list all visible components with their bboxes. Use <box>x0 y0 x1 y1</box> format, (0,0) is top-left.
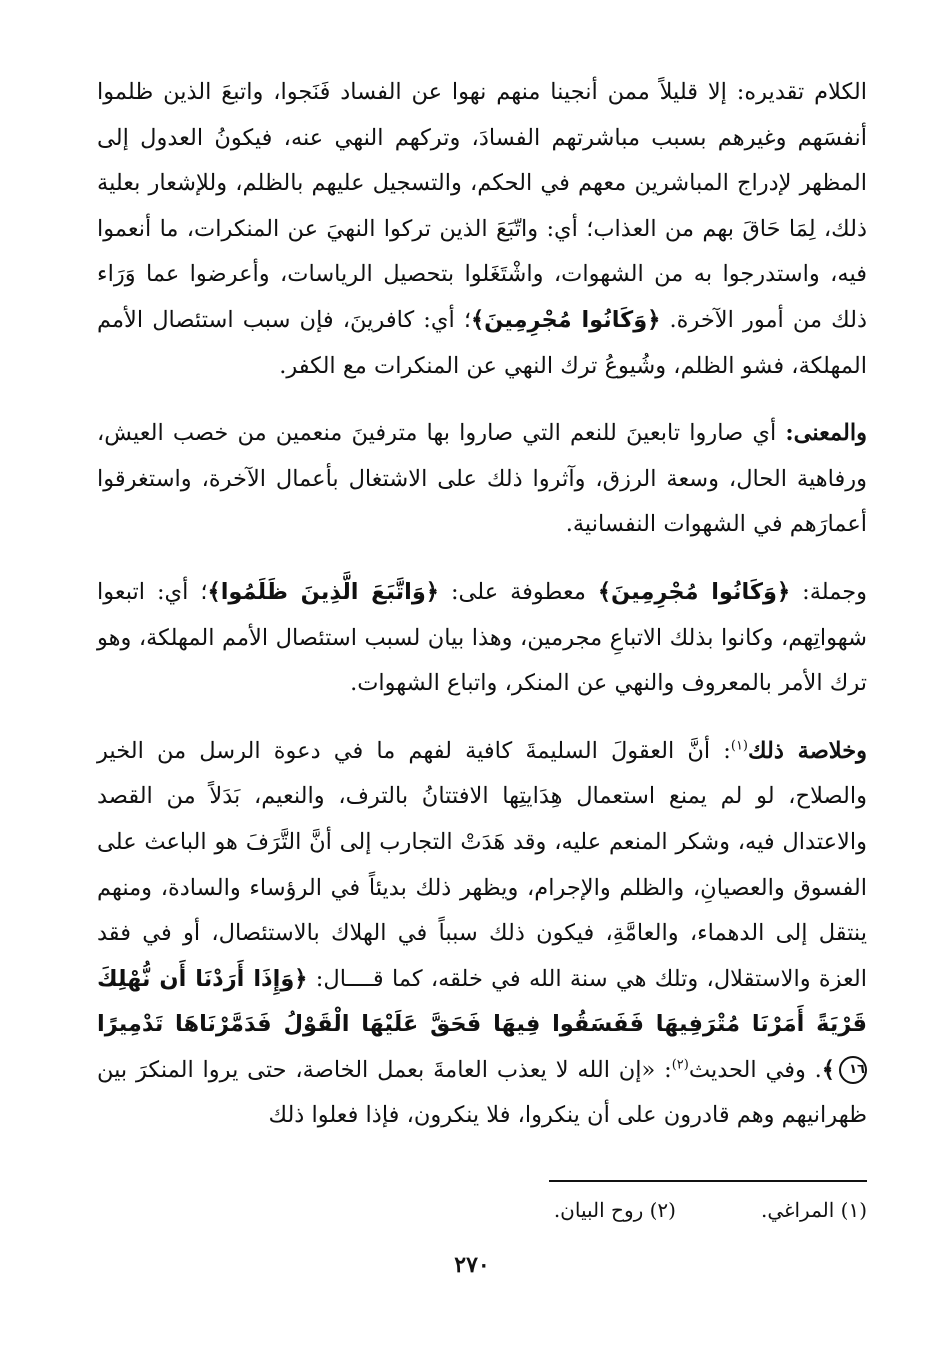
paragraph-summary <box>97 729 867 1139</box>
quran-verse-4-close: ﴾ <box>821 1056 835 1083</box>
footnote-ref-2: (٢) <box>671 1057 689 1073</box>
footnote-divider <box>549 1180 867 1182</box>
summary-text-a: : أنَّ العقولَ السليمةَ كافية لفهم ما في دعوة الرسل من الخير والصلاح، لو لم يمنع استعمال هِدَايتِها الافتتانُ بالترف، والنعيم، بَدَلاً من القصد والاعتدال فيه، وشكر المنعم عليه، وقد هَدَتْ التجارب إلى أنَّ التَّرَفَ هو الباعث على الفسوق والعصيانِ، والظلم والإجرام، ويظهر ذلك بديئاً في الرؤساء والسادة، ومنهم ينتقل إلى الدهماء، والعامَّةِ، فيكون ذلك سبباً في الهلاك بالاستئصال، أو في فقد العزة والاستقلال، وتلك هي سنة الله في خلقه، كما قــــال: <box>97 737 868 992</box>
page-body <box>97 70 867 1139</box>
sentence-end: ؛ أي: اتبعوا شهواتِهم، وكانوا بذلك الاتباعِ مجرمين، وهذا بيان لسبب استئصال الأمم المهلكة، وهو ترك الأمر بالمعروف والنهي عن المنكر، واتباع الشهوات. <box>97 578 867 697</box>
footnote-ref-1: (١) <box>730 738 748 754</box>
quran-verse-4-text: ﴿وَإِذَا أَرَدْنَا أَن نُّهْلِكَ قَرْيَةً أَمَرْنَا مُتْرَفِيهَا فَفَسَقُوا فِيهَا فَحَقَّ عَلَيْهَا الْقَوْلُ فَدَمَّرْنَاهَا تَدْمِيرًا <box>97 965 867 1038</box>
sentence-start: وجملة: <box>802 578 867 605</box>
paragraph-meaning <box>97 411 867 548</box>
summary-text-b: . وفي الحديث <box>688 1056 822 1083</box>
quran-verse-2: ﴿وَكَانُوا مُجْرِمِينَ﴾ <box>597 578 791 605</box>
footnote-2: (٢) روح البيان. <box>553 1198 676 1222</box>
sentence-mid: معطوفة على: <box>450 578 586 605</box>
quran-verse-1: ﴿وَكَانُوا مُجْرِمِينَ﴾ <box>470 306 661 333</box>
ayah-number-marker: ١٦ <box>839 1056 867 1084</box>
meaning-heading: والمعنى: <box>785 420 868 447</box>
footnote-1: (١) المراغي. <box>760 1198 867 1222</box>
paragraph-1-end: ؛ أي: كافرينَ، فإن سبب استئصال الأمم المهلكة، فشو الظلم، وشُيوعُ ترك النهي عن المنكرات مع الكفر. <box>97 306 867 379</box>
quran-verse-3: ﴿وَاتَّبَعَ الَّذِينَ ظَلَمُوا﴾ <box>207 578 439 605</box>
meaning-text: أي صاروا تابعينَ للنعم التي صاروا بها مترفينَ منعمين من خصب العيش، ورفاهية الحال، وسعة الرزق، وآثروا ذلك على الاشتغال بأعمال الآخرة، واستغرقوا أعمارَهم في الشهوات النفسانية. <box>97 420 867 538</box>
page-number: ٢٧٠ <box>454 1252 490 1278</box>
paragraph-1-text: الكلام تقديره: إلا قليلاً ممن أنجينا منهم نهوا عن الفساد فَنَجوا، واتبعَ الذين ظلموا أنفسَهم وغيرهم بسبب مباشرتهم الفسادَ، وتركهم النهي عنه، فيكونُ العدول إلى المظهر لإدراج المباشرين معهم في الحكم، والتسجيل عليهم بالظلم، وللإشعار بعلية ذلك، لِمَا حَاقَ بهم من العذاب؛ أي: واتّبَعَ الذين تركوا النهيَ عن المنكرات، ما أنعموا فيه، واستدرجوا به من الشهوات، واشْتَغَلوا بتحصيل الرياسات، وأعرضوا عما وَرَاء ذلك من أمور الآخرة. <box>97 79 867 333</box>
summary-heading: وخلاصة ذلك <box>748 737 867 764</box>
summary-text-c: : «إن الله لا يعذب العامةَ بعمل الخاصة، حتى يروا المنكرَ بين ظهرانيهم وهم قادرون على أن ينكروا، فلا ينكرون، فإذا فعلوا ذلك <box>97 1056 867 1129</box>
paragraph-sentence <box>97 570 867 707</box>
paragraph-1 <box>97 70 867 389</box>
footnotes <box>367 1196 867 1224</box>
